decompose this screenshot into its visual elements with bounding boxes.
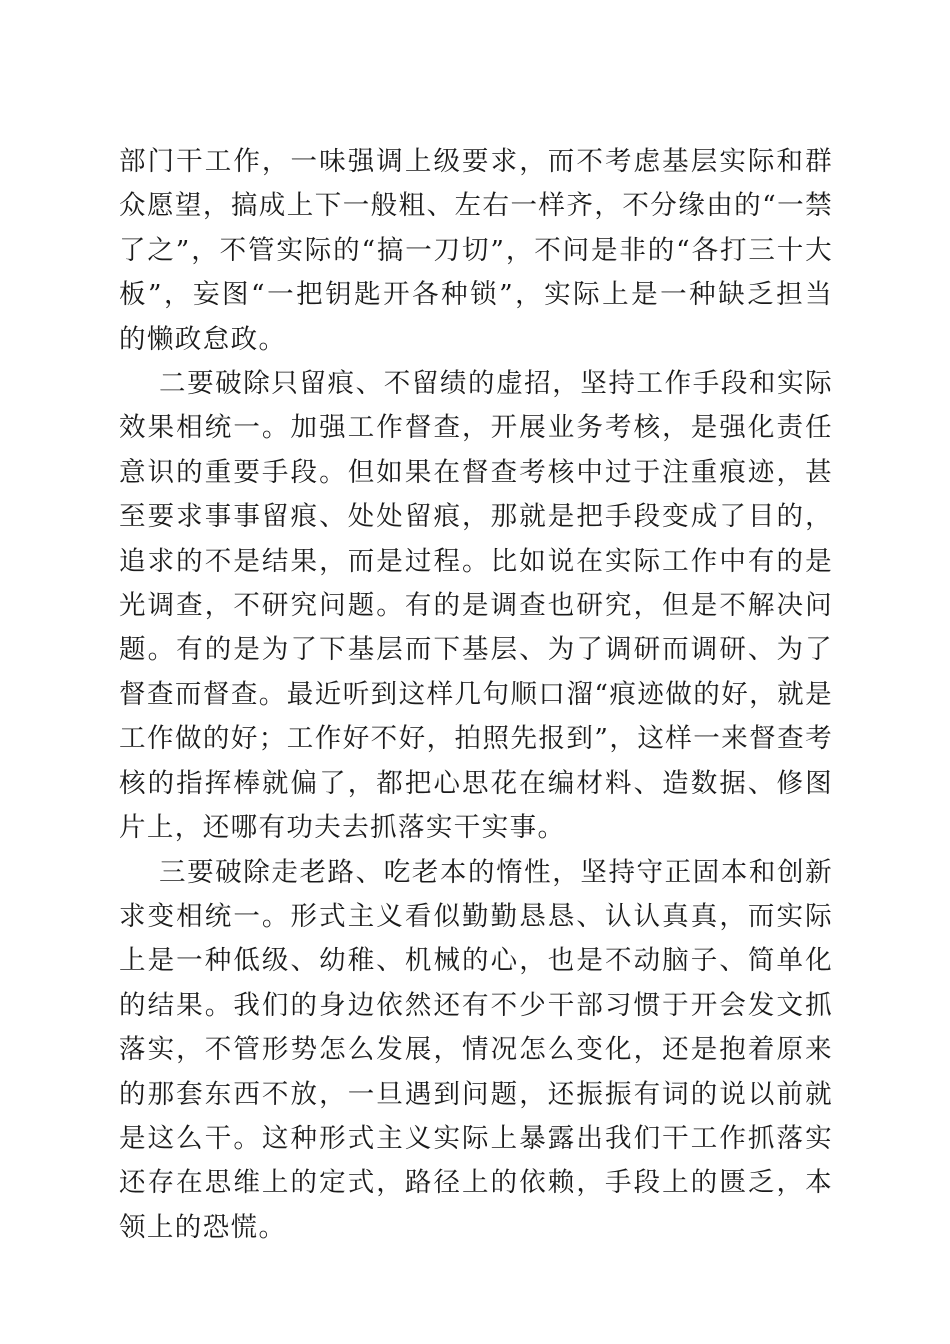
paragraph-point-three: 三要破除走老路、吃老本的惰性，坚持守正固本和创新求变相统一。形式主义看似勤勤恳恳、认认真真，而实际上是一种低级、幼稚、机械的心，也是不动脑子、简单化的结果。我们的身边依然还有不少干部习惯于开会发文抓落实，不管形势怎么发展，情况怎么变化，还是抱着原来的那套东西不放，一旦遇到问题，还振振有词的说以前就是这么干。这种形式主义实际上暴露出我们干工作抓落实还存在思维上的定式，路径上的依赖，手段上的匮乏，本领上的恐慌。 <box>119 856 833 1243</box>
paragraph-point-two: 二要破除只留痕、不留绩的虚招，坚持工作手段和实际效果相统一。加强工作督查，开展业务考核，是强化责任意识的重要手段。但如果在督查考核中过于注重痕迹，甚至要求事事留痕、处处留痕，那就是把手段变成了目的，追求的不是结果，而是过程。比如说在实际工作中有的是光调查，不研究问题。有的是调查也研究，但是不解决问题。有的是为了下基层而下基层、为了调研而调研、为了督查而督查。最近听到这样几句顺口溜“痕迹做的好，就是工作做的好；工作好不好，拍照先报到”，这样一来督查考核的指挥棒就偏了，都把心思花在编材料、造数据、修图片上，还哪有功夫去抓落实干实事。 <box>119 368 833 844</box>
paragraph-continued: 部门干工作，一味强调上级要求，而不考虑基层实际和群众愿望，搞成上下一般粗、左右一样齐，不分缘由的“一禁了之”，不管实际的“搞一刀切”，不问是非的“各打三十大板”，妄图“一把钥匙开各种锁”，实际上是一种缺乏担当的懒政怠政。 <box>119 146 833 355</box>
document-body <box>119 140 833 1250</box>
